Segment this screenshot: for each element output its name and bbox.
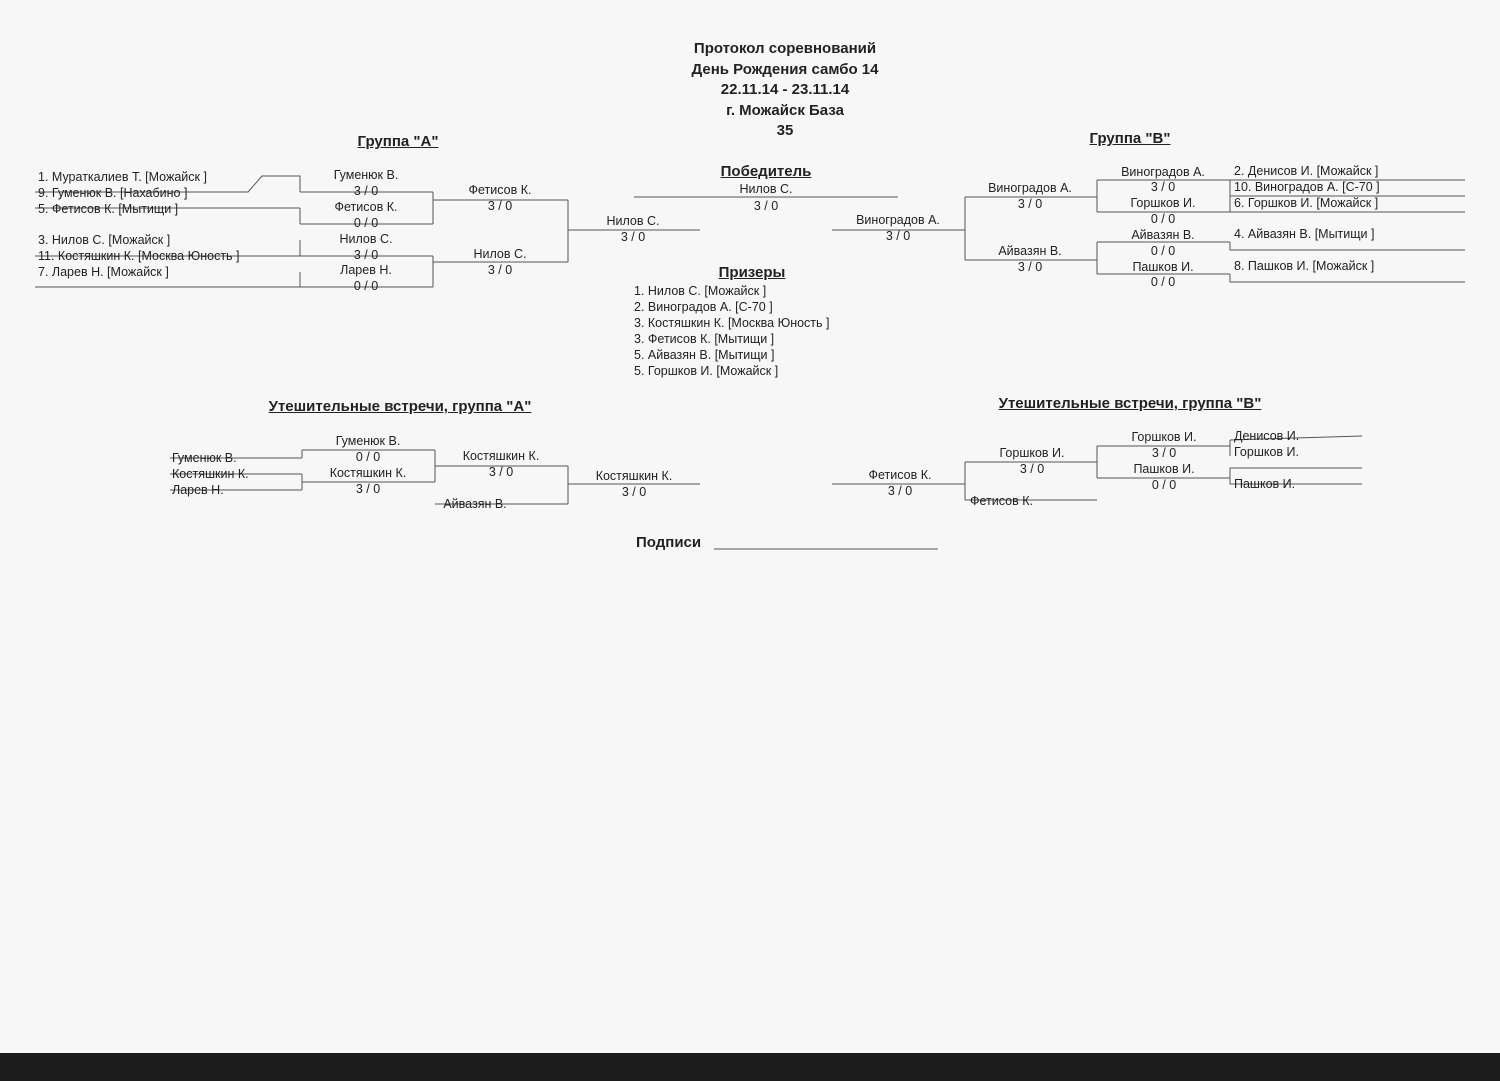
group-b-r2-score: 3 / 0 bbox=[1017, 260, 1043, 274]
consolation-a-r2-name: Костяшкин К. bbox=[462, 449, 540, 463]
consolation-b-entrant: Пашков И. bbox=[1234, 477, 1296, 491]
weight-class: 35 bbox=[776, 122, 794, 139]
group-b-entrant: 4. Айвазян В. [Мытищи ] bbox=[1234, 227, 1375, 241]
consolation-b-entrant: Горшков И. bbox=[1234, 445, 1299, 459]
consolation-b-r1-name: Пашков И. bbox=[1133, 462, 1195, 476]
group-b-r1-score: 0 / 0 bbox=[1150, 212, 1176, 226]
group-a-r1-score: 3 / 0 bbox=[353, 248, 379, 262]
consolation-b-entrant: Денисов И. bbox=[1234, 429, 1300, 443]
consolation-b-title: Утешительные встречи, группа "В" bbox=[998, 395, 1262, 412]
group-b-title: Группа "В" bbox=[1089, 130, 1171, 147]
group-a-r1-score: 0 / 0 bbox=[353, 279, 379, 293]
prize-item: 3. Костяшкин К. [Москва Юность ] bbox=[634, 316, 830, 330]
consolation-a-final-score: 3 / 0 bbox=[621, 485, 647, 499]
prize-item: 2. Виноградов А. [С-70 ] bbox=[634, 300, 773, 314]
group-b-r1-score: 0 / 0 bbox=[1150, 275, 1176, 289]
prize-item: 1. Нилов С. [Можайск ] bbox=[634, 284, 767, 298]
group-b-final-name: Виноградов А. bbox=[856, 213, 940, 227]
group-a-entrant: 5. Фетисов К. [Мытищи ] bbox=[38, 202, 179, 216]
group-b-r1-name: Виноградов А. bbox=[1121, 165, 1205, 179]
event-dates: 22.11.14 - 23.11.14 bbox=[720, 81, 850, 98]
group-a-r1-name: Ларев Н. bbox=[340, 263, 392, 277]
group-b-r1-score: 0 / 0 bbox=[1150, 244, 1176, 258]
group-a-r1-name: Гуменюк В. bbox=[333, 168, 399, 182]
consolation-a-bye: Айвазян В. bbox=[443, 497, 507, 511]
consolation-b-final-name: Фетисов К. bbox=[868, 468, 932, 482]
consolation-a-r1-score: 0 / 0 bbox=[355, 450, 381, 464]
group-a-entrant: 7. Ларев Н. [Можайск ] bbox=[38, 265, 169, 279]
prize-item: 5. Горшков И. [Можайск ] bbox=[634, 364, 779, 378]
group-b-r2-name: Виноградов А. bbox=[988, 181, 1072, 195]
group-b-r1-name: Горшков И. bbox=[1130, 196, 1196, 210]
prize-item: 3. Фетисов К. [Мытищи ] bbox=[634, 332, 775, 346]
document-title: Протокол соревнований bbox=[693, 40, 877, 57]
group-b-entrant: 2. Денисов И. [Можайск ] bbox=[1234, 164, 1379, 178]
winner-title: Победитель bbox=[720, 163, 812, 180]
winner-score: 3 / 0 bbox=[753, 199, 779, 213]
group-a-r2-score: 3 / 0 bbox=[487, 199, 513, 213]
consolation-b-r1-name: Горшков И. bbox=[1131, 430, 1197, 444]
consolation-a-final-name: Костяшкин К. bbox=[595, 469, 673, 483]
group-a-final-score: 3 / 0 bbox=[620, 230, 646, 244]
consolation-b-final-score: 3 / 0 bbox=[887, 484, 913, 498]
group-a-r1-name: Фетисов К. bbox=[334, 200, 398, 214]
consolation-a-title: Утешительные встречи, группа "А" bbox=[268, 398, 532, 415]
consolation-b-r1-score: 3 / 0 bbox=[1151, 446, 1177, 460]
group-b-r1-score: 3 / 0 bbox=[1150, 180, 1176, 194]
consolation-b-bye: Фетисов К. bbox=[970, 494, 1033, 508]
signatures-label: Подписи bbox=[636, 534, 702, 551]
event-venue: г. Можайск База bbox=[726, 102, 844, 119]
group-a-r2-score: 3 / 0 bbox=[487, 263, 513, 277]
winner-name: Нилов С. bbox=[739, 182, 793, 196]
group-b-entrant: 8. Пашков И. [Можайск ] bbox=[1234, 259, 1375, 273]
group-a-r1-score: 3 / 0 bbox=[353, 184, 379, 198]
prizes-title: Призеры bbox=[718, 264, 786, 281]
group-a-entrant: 1. Мураткалиев Т. [Можайск ] bbox=[38, 170, 207, 184]
group-b-r2-name: Айвазян В. bbox=[998, 244, 1062, 258]
scan-edge bbox=[0, 1053, 1500, 1081]
group-b-r1-name: Пашков И. bbox=[1132, 260, 1194, 274]
consolation-b-r1-score: 0 / 0 bbox=[1151, 478, 1177, 492]
consolation-b-r2-name: Горшков И. bbox=[999, 446, 1065, 460]
consolation-a-r1-name: Костяшкин К. bbox=[329, 466, 407, 480]
group-a-r1-score: 0 / 0 bbox=[353, 216, 379, 230]
group-a-entrant: 9. Гуменюк В. [Нахабино ] bbox=[38, 186, 188, 200]
group-b-r2-score: 3 / 0 bbox=[1017, 197, 1043, 211]
prize-item: 5. Айвазян В. [Мытищи ] bbox=[634, 348, 775, 362]
consolation-b-r2-score: 3 / 0 bbox=[1019, 462, 1045, 476]
group-a-r1-name: Нилов С. bbox=[339, 232, 393, 246]
group-b-r1-name: Айвазян В. bbox=[1131, 228, 1195, 242]
consolation-a-entrant: Костяшкин К. bbox=[172, 467, 249, 481]
consolation-a-r1-name: Гуменюк В. bbox=[335, 434, 401, 448]
consolation-a-r1-score: 3 / 0 bbox=[355, 482, 381, 496]
consolation-a-r2-score: 3 / 0 bbox=[488, 465, 514, 479]
group-b-entrant: 10. Виноградов А. [С-70 ] bbox=[1234, 180, 1380, 194]
consolation-a-entrant: Гуменюк В. bbox=[172, 451, 237, 465]
group-a-entrant: 11. Костяшкин К. [Москва Юность ] bbox=[38, 249, 240, 263]
consolation-a-entrant: Ларев Н. bbox=[172, 483, 224, 497]
group-a-final-name: Нилов С. bbox=[606, 214, 660, 228]
group-b-final-score: 3 / 0 bbox=[885, 229, 911, 243]
group-a-r2-name: Фетисов К. bbox=[468, 183, 532, 197]
group-a-entrant: 3. Нилов С. [Можайск ] bbox=[38, 233, 171, 247]
event-name: День Рождения самбо 14 bbox=[691, 61, 879, 78]
group-a-title: Группа "А" bbox=[357, 133, 439, 150]
group-a-r2-name: Нилов С. bbox=[473, 247, 527, 261]
group-b-entrant: 6. Горшков И. [Можайск ] bbox=[1234, 196, 1379, 210]
